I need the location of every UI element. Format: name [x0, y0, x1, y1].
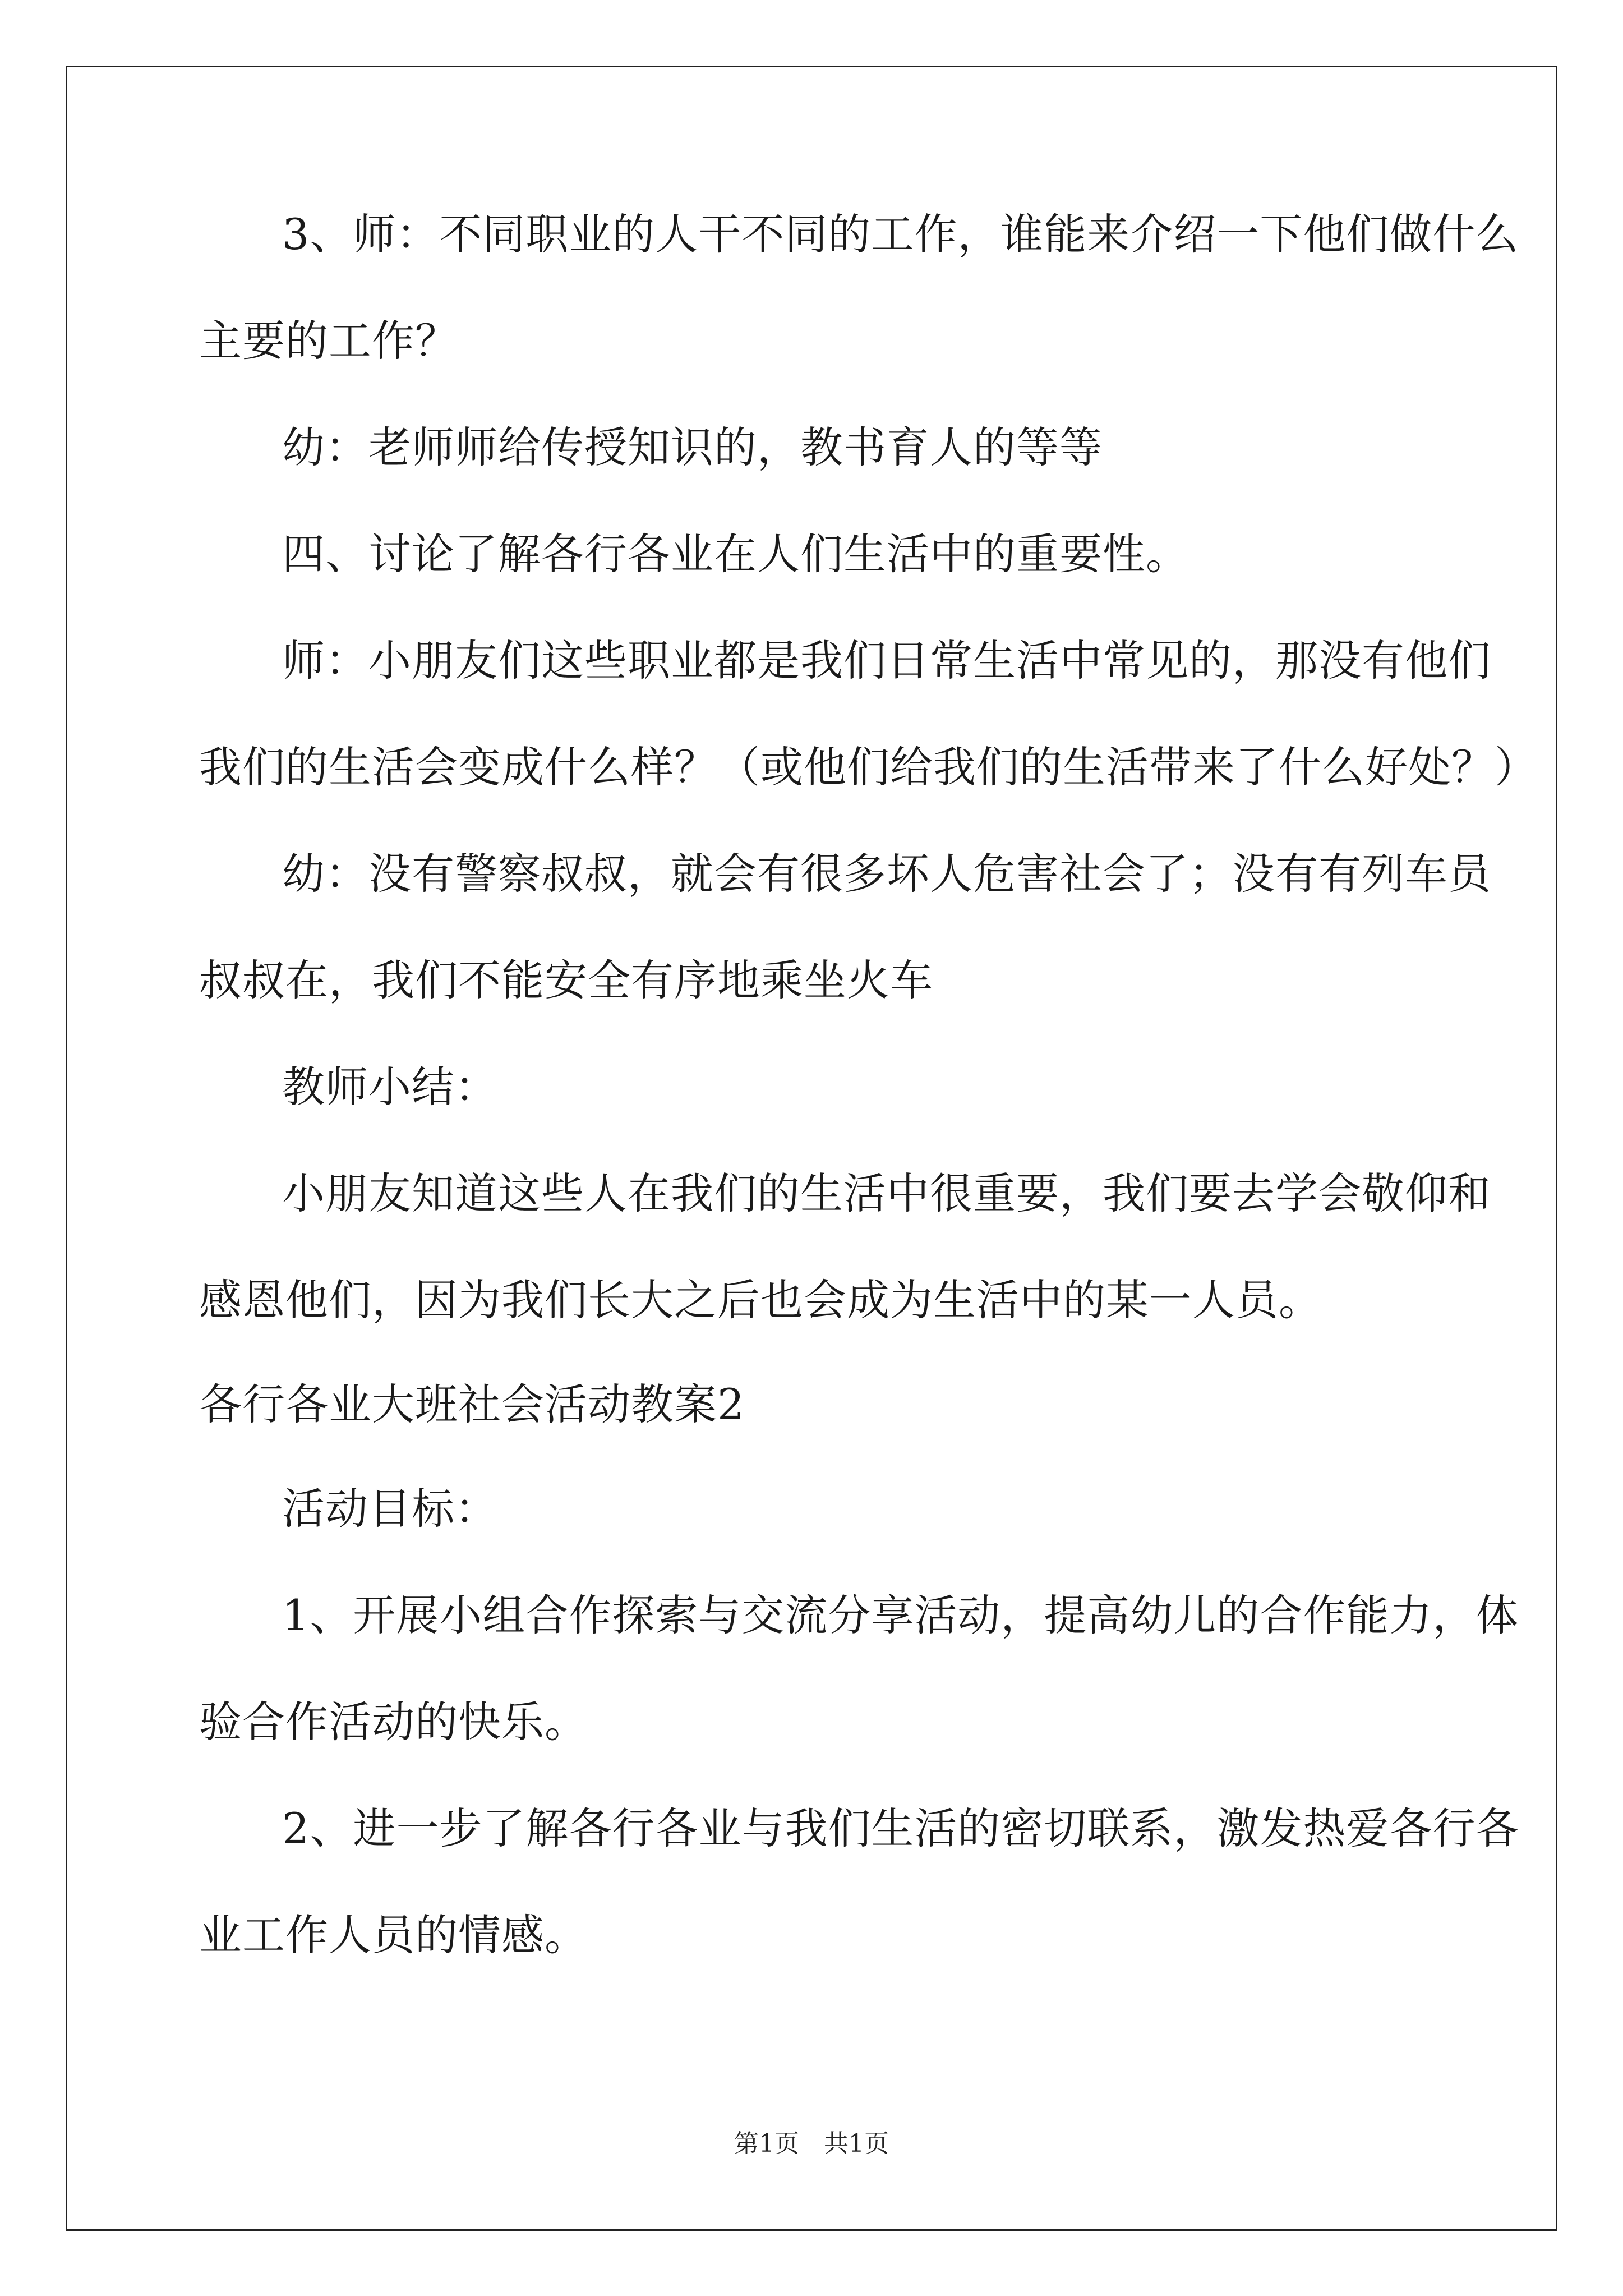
goals-heading: 活动目标：	[282, 1484, 498, 1534]
goal-item-line: 2、进一步了解各行各业与我们生活的密切联系，激发热爱各行各	[282, 1803, 1519, 1853]
summary-heading: 教师小结：	[282, 1062, 498, 1112]
paragraph-line: 叔叔在，我们不能安全有序地乘坐火车	[199, 955, 933, 1005]
page-number: 第1页 共1页	[734, 2129, 889, 2158]
paragraph-line: 幼：老师师给传授知识的，教书育人的等等	[282, 422, 1103, 472]
document-title: 各行各业大班社会活动教案2	[199, 1379, 745, 1429]
goal-item-line: 验合作活动的快乐。	[199, 1697, 588, 1747]
paragraph-line: 3、师：不同职业的人干不同的工作，谁能来介绍一下他们做什么	[282, 209, 1519, 259]
goal-item-line: 业工作人员的情感。	[199, 1910, 588, 1960]
paragraph-line: 我们的生活会变成什么样？（或他们给我们的生活带来了什么好处？）	[199, 742, 1538, 792]
paragraph-line: 主要的工作？	[199, 316, 458, 366]
section-heading: 四、讨论了解各行各业在人们生活中的重要性。	[282, 529, 1189, 579]
paragraph-line: 师：小朋友们这些职业都是我们日常生活中常见的，那没有他们	[282, 636, 1491, 685]
paragraph-line: 感恩他们，因为我们长大之后也会成为生活中的某一人员。	[199, 1275, 1322, 1325]
paragraph-line: 小朋友知道这些人在我们的生活中很重要，我们要去学会敬仰和	[282, 1168, 1491, 1218]
document-body	[199, 208, 1538, 1962]
paragraph-line: 幼：没有警察叔叔，就会有很多坏人危害社会了；没有有列车员	[282, 849, 1491, 899]
goal-item-line: 1、开展小组合作探索与交流分享活动，提高幼儿的合作能力，体	[282, 1590, 1519, 1640]
